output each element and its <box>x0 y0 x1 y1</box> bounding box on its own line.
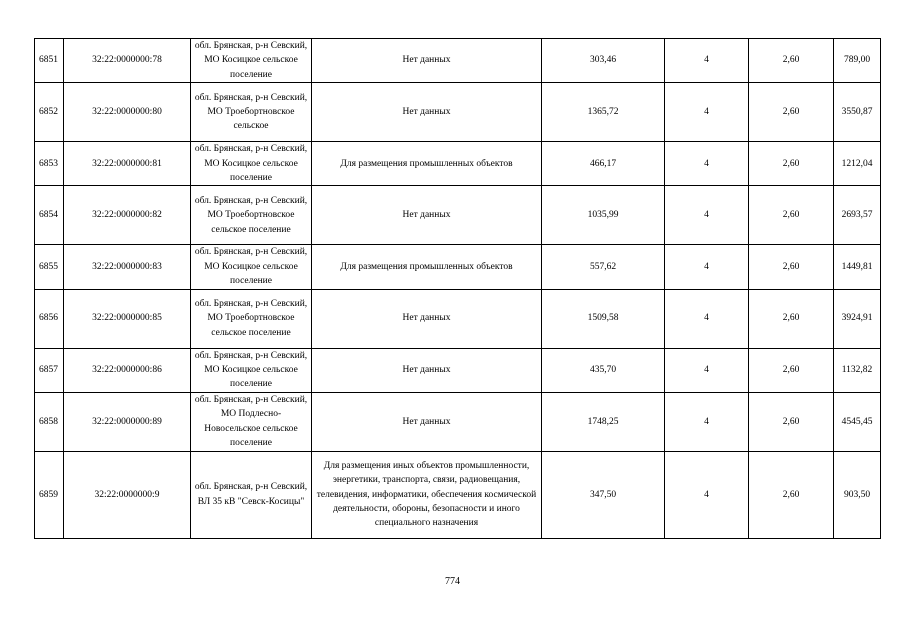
table-row <box>35 451 881 538</box>
location: обл. Брянская, р-н Севский, ВЛ 35 кВ "Севск-Косицы" <box>191 451 312 538</box>
table-row <box>35 39 881 83</box>
cadastral-value: 903,50 <box>834 451 881 538</box>
location: обл. Брянская, р-н Севский, МО Косицкое сельское поселение <box>191 348 312 392</box>
table-row <box>35 186 881 245</box>
row-number: 6851 <box>35 39 64 83</box>
location: обл. Брянская, р-н Севский, МО Троебортновское сельское поселение <box>191 289 312 348</box>
row-number: 6853 <box>35 142 64 186</box>
row-number: 6859 <box>35 451 64 538</box>
cadastral-number: 32:22:0000000:78 <box>64 39 191 83</box>
row-number: 6857 <box>35 348 64 392</box>
area: 303,46 <box>542 39 665 83</box>
group: 4 <box>665 142 749 186</box>
rate: 2,60 <box>749 39 834 83</box>
purpose: Нет данных <box>312 83 542 142</box>
cadastral-value: 3550,87 <box>834 83 881 142</box>
location: обл. Брянская, р-н Севский, МО Косицкое сельское поселение <box>191 142 312 186</box>
cadastral-number: 32:22:0000000:81 <box>64 142 191 186</box>
group: 4 <box>665 451 749 538</box>
cadastral-value: 2693,57 <box>834 186 881 245</box>
cadastral-value: 789,00 <box>834 39 881 83</box>
cadastral-number: 32:22:0000000:86 <box>64 348 191 392</box>
row-number: 6852 <box>35 83 64 142</box>
table-row <box>35 245 881 289</box>
area: 1365,72 <box>542 83 665 142</box>
area: 347,50 <box>542 451 665 538</box>
group: 4 <box>665 348 749 392</box>
location: обл. Брянская, р-н Севский, МО Косицкое сельское поселение <box>191 39 312 83</box>
table-row <box>35 289 881 348</box>
rate: 2,60 <box>749 451 834 538</box>
table-row <box>35 348 881 392</box>
cadastral-value: 1212,04 <box>834 142 881 186</box>
table-row <box>35 83 881 142</box>
group: 4 <box>665 392 749 451</box>
rate: 2,60 <box>749 289 834 348</box>
row-number: 6858 <box>35 392 64 451</box>
cadastral-number: 32:22:0000000:83 <box>64 245 191 289</box>
rate: 2,60 <box>749 83 834 142</box>
group: 4 <box>665 186 749 245</box>
area: 466,17 <box>542 142 665 186</box>
cadastral-value: 4545,45 <box>834 392 881 451</box>
rate: 2,60 <box>749 245 834 289</box>
group: 4 <box>665 245 749 289</box>
purpose: Для размещения иных объектов промышленности, энергетики, транспорта, связи, радиовещания, телевидения, информатики, обеспечения космической деятельности, обороны, безопасности и иного специального назначения <box>312 451 542 538</box>
purpose: Для размещения промышленных объектов <box>312 245 542 289</box>
area: 1748,25 <box>542 392 665 451</box>
table-row <box>35 142 881 186</box>
row-number: 6854 <box>35 186 64 245</box>
purpose: Нет данных <box>312 39 542 83</box>
rate: 2,60 <box>749 142 834 186</box>
purpose: Нет данных <box>312 392 542 451</box>
location: обл. Брянская, р-н Севский, МО Троебортновское сельское поселение <box>191 186 312 245</box>
location: обл. Брянская, р-н Севский, МО Косицкое сельское поселение <box>191 245 312 289</box>
cadastral-number: 32:22:0000000:80 <box>64 83 191 142</box>
cadastral-number: 32:22:0000000:89 <box>64 392 191 451</box>
group: 4 <box>665 289 749 348</box>
area: 557,62 <box>542 245 665 289</box>
cadastral-number: 32:22:0000000:9 <box>64 451 191 538</box>
purpose: Для размещения промышленных объектов <box>312 142 542 186</box>
area: 1035,99 <box>542 186 665 245</box>
group: 4 <box>665 39 749 83</box>
row-number: 6855 <box>35 245 64 289</box>
row-number: 6856 <box>35 289 64 348</box>
location: обл. Брянская, р-н Севский, МО Подлесно-Новосельское сельское поселение <box>191 392 312 451</box>
cadastral-number: 32:22:0000000:85 <box>64 289 191 348</box>
area: 435,70 <box>542 348 665 392</box>
page-number: 774 <box>445 576 460 587</box>
land-registry-table <box>34 38 881 539</box>
rate: 2,60 <box>749 392 834 451</box>
table-row <box>35 392 881 451</box>
location: обл. Брянская, р-н Севский, МО Троебортновское сельское <box>191 83 312 142</box>
area: 1509,58 <box>542 289 665 348</box>
cadastral-value: 1132,82 <box>834 348 881 392</box>
cadastral-value: 3924,91 <box>834 289 881 348</box>
group: 4 <box>665 83 749 142</box>
cadastral-value: 1449,81 <box>834 245 881 289</box>
rate: 2,60 <box>749 186 834 245</box>
purpose: Нет данных <box>312 289 542 348</box>
purpose: Нет данных <box>312 186 542 245</box>
rate: 2,60 <box>749 348 834 392</box>
purpose: Нет данных <box>312 348 542 392</box>
cadastral-number: 32:22:0000000:82 <box>64 186 191 245</box>
